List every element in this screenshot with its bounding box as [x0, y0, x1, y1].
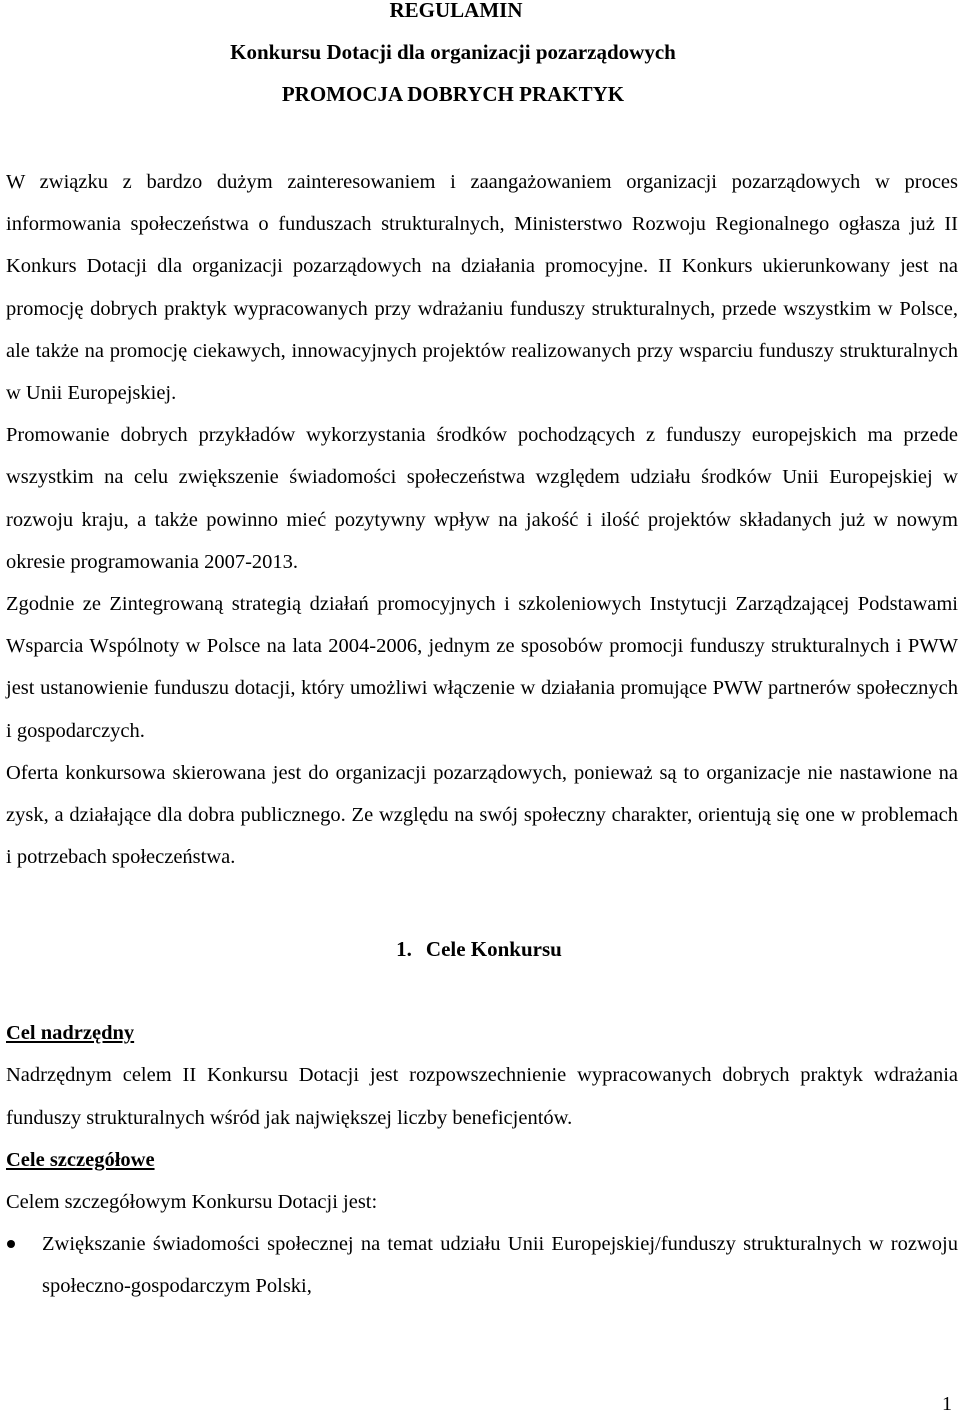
- section-heading-goals: [0, 928, 958, 970]
- paragraph-detailed-intro: Celem szczegółowym Konkursu Dotacji jest:: [6, 1190, 378, 1213]
- document-title: REGULAMIN: [389, 0, 523, 22]
- document-page: [6, 0, 958, 1307]
- list-item-text: Zwiększanie świadomości społecznej na temat udziału Unii Europejskiej/funduszy strukturalnych w rozwoju społeczno-gospodarczym Polski,: [42, 1233, 958, 1298]
- subheading-main-goal: Cel nadrzędny: [6, 1022, 135, 1045]
- paragraph-strategy: Zgodnie ze Zintegrowaną strategią działań promocyjnych i szkoleniowych Instytucji Zarządzającej Podstawami Wsparcia Wspólnoty w Polsce na lata 2004-2006, jednym ze sposobów promocji funduszy strukturalnych i PWW jest ustanowienie funduszu dotacji, który umożliwi włączenie w działania promujące PWW partnerów społecznych i gospodarczych.: [6, 593, 958, 742]
- paragraph-offer: Oferta konkursowa skierowana jest do organizacji pozarządowych, ponieważ są to organizacje nie nastawione na zysk, a działające dla dobra publicznego. Ze względu na swój społeczny charakter, orientują się one w problemach i potrzebach społeczeństwa.: [6, 761, 958, 869]
- paragraph-intro: W związku z bardzo dużym zainteresowaniem i zaangażowaniem organizacji pozarządowych w proces informowania społeczeństwa o funduszach strukturalnych, Ministerstwo Rozwoju Regionalnego ogłasza już II Konkurs Dotacji dla organizacji pozarządowych na działania promocyjne. II Konkurs ukierunkowany jest na promocję dobrych praktyk wypracowanych przy wdrażaniu funduszy strukturalnych, przede wszystkim w Polsce, ale także na promocję ciekawych, innowacyjnych projektów realizowanych przy wsparciu funduszy strukturalnych w Unii Europejskiej.: [6, 171, 958, 405]
- section-number: 1.: [396, 937, 412, 962]
- list-item: [6, 1223, 958, 1307]
- bullet-icon: [7, 1240, 15, 1248]
- paragraph-promotion: Promowanie dobrych przykładów wykorzystania środków pochodzących z funduszy europejskich ma przede wszystkim na celu zwiększenie świadomości społeczeństwa względem udziału środków Unii Europejskiej w rozwoju kraju, a także powinno mieć pozytywny wpływ na jakość i ilość projektów składanych już w nowym okresie programowania 2007-2013.: [6, 424, 958, 573]
- document-subtitle-2: PROMOCJA DOBRYCH PRAKTYK: [281, 82, 625, 106]
- page-number: 1: [942, 1393, 952, 1415]
- paragraph-main-goal: Nadrzędnym celem II Konkursu Dotacji jest rozpowszechnienie wypracowanych dobrych praktyk wdrażania funduszy strukturalnych wśród jak największej liczby beneficjentów.: [6, 1064, 958, 1129]
- detailed-goals-list: [6, 1223, 958, 1307]
- document-subtitle: Konkursu Dotacji dla organizacji pozarządowych: [230, 40, 676, 64]
- subheading-detailed-goals: Cele szczegółowe: [6, 1148, 155, 1171]
- section-title: Cele Konkursu: [425, 937, 562, 962]
